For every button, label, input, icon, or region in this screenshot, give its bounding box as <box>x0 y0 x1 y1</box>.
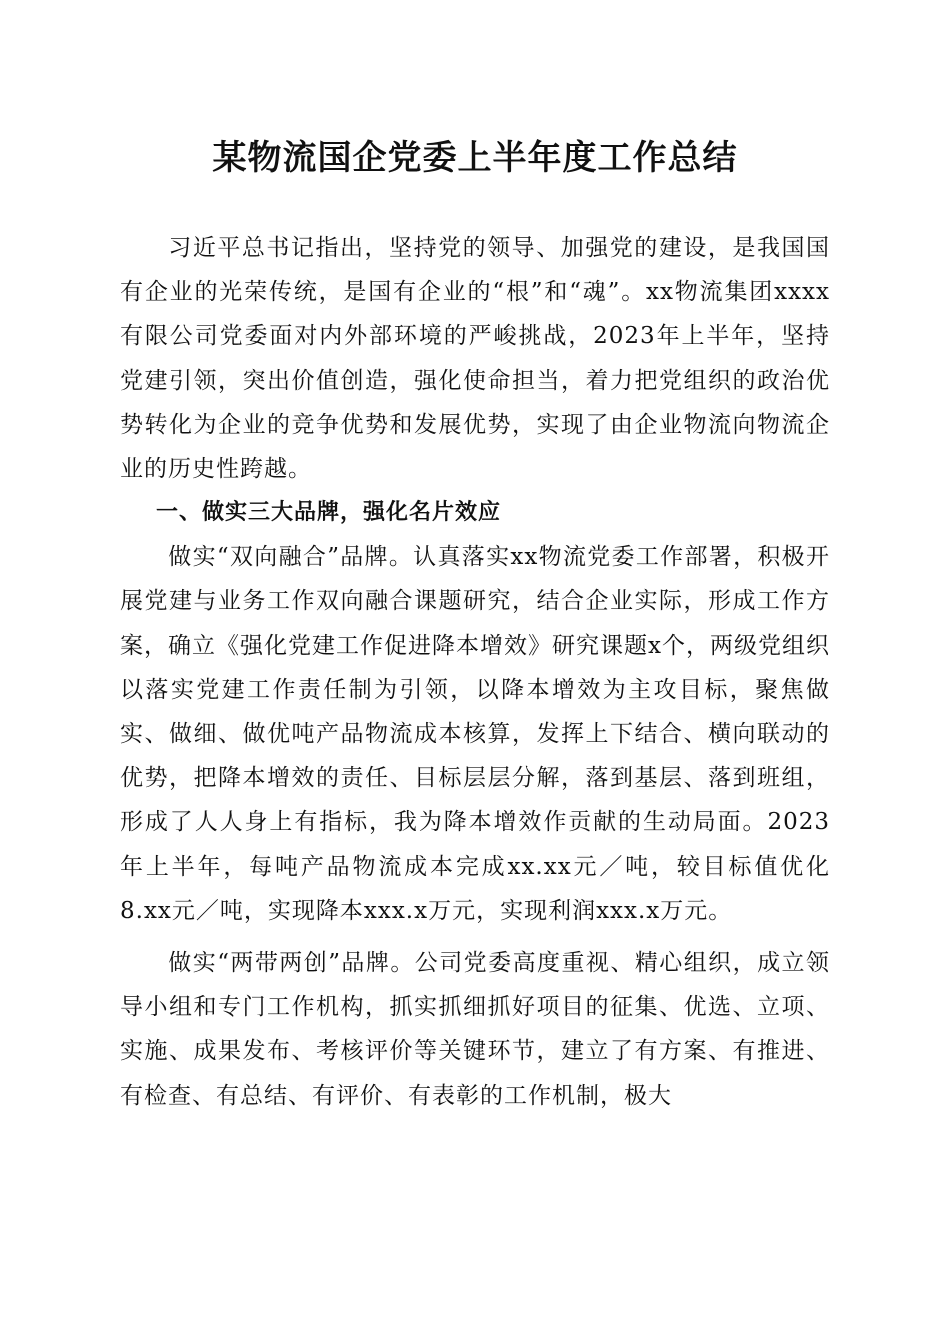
document-body <box>120 226 830 1118</box>
document-title: 某物流国企党委上半年度工作总结 <box>212 138 738 178</box>
section1-paragraph-2: 做实“两带两创”品牌。公司党委高度重视、精心组织，成立领导小组和专门工作机构，抓实抓细抓好项目的征集、优选、立项、实施、成果发布、考核评价等关键环节，建立了有方案、有推进、有检查、有总结、有评价、有表彰的工作机制，极大 <box>120 950 830 1109</box>
paragraph-spacer <box>120 933 830 941</box>
intro-paragraph: 习近平总书记指出，坚持党的领导、加强党的建设，是我国国有企业的光荣传统，是国有企业的“根”和“魂”。xx物流集团xxxx有限公司党委面对内外部环境的严峻挑战，2023年上半年，坚持党建引领，突出价值创造，强化使命担当，着力把党组织的政治优势转化为企业的竞争优势和发展优势，实现了由企业物流向物流企业的历史性跨越。 <box>120 235 830 483</box>
section1-paragraph-1: 做实“双向融合”品牌。认真落实xx物流党委工作部署，积极开展党建与业务工作双向融合课题研究，结合企业实际，形成工作方案，确立《强化党建工作促进降本增效》研究课题x个，两级党组织以落实党建工作责任制为引领，以降本增效为主攻目标，聚焦做实、做细、做优吨产品物流成本核算，发挥上下结合、横向联动的优势，把降本增效的责任、目标层层分解，落到基层、落到班组，形成了人人身上有指标，我为降本增效作贡献的生动局面。2023年上半年，每吨产品物流成本完成xx.xx元／吨，较目标值优化8.xx元／吨，实现降本xxx.x万元，实现利润xxx.x万元。 <box>120 544 830 924</box>
section-heading-1: 一、做实三大品牌，强化名片效应 <box>156 500 502 526</box>
